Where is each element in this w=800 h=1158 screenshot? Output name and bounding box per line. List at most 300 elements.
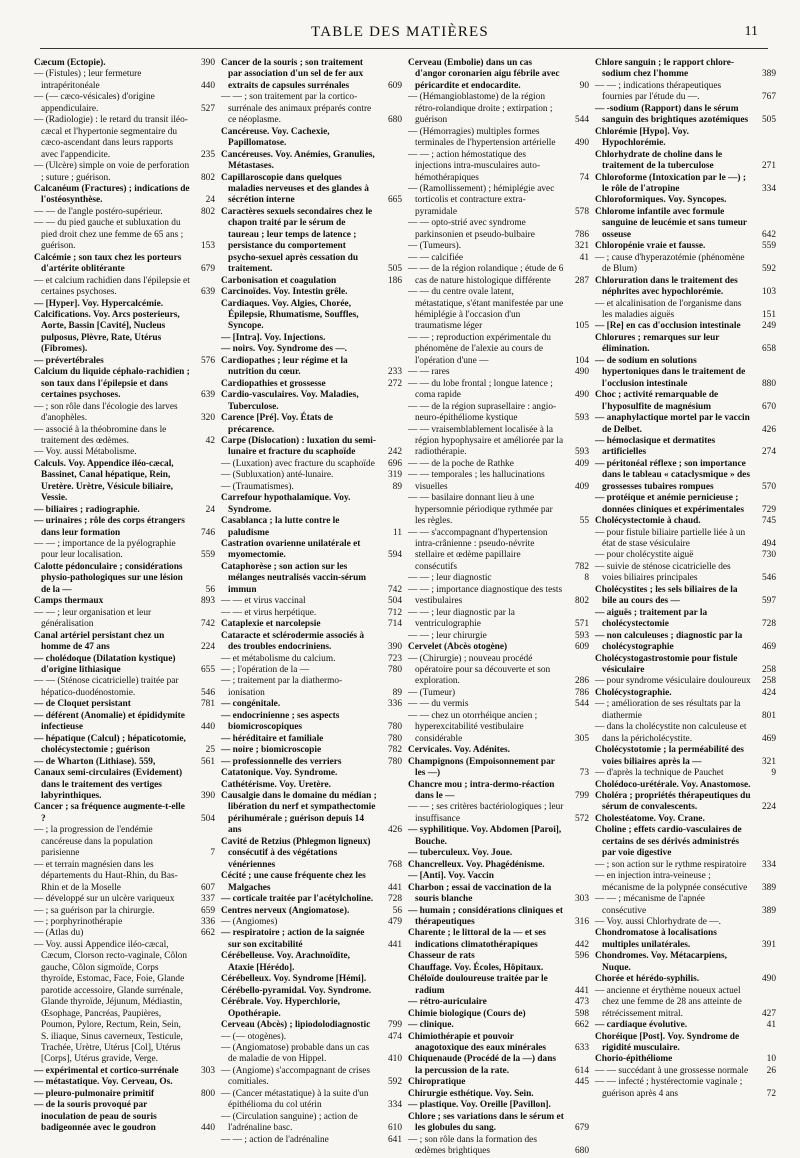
entry-text: — (Angiomes) [221, 916, 278, 927]
entry-text: — — ; leur diagnostic par la ventriculographie [408, 607, 515, 630]
entry-page-ref: 287 [574, 275, 589, 286]
entry-text: Chorio-épithéliome [595, 1054, 673, 1065]
index-entry [595, 688, 776, 699]
index-entry [408, 654, 589, 688]
entry-page-ref: 258 [761, 665, 776, 676]
index-entry [408, 802, 589, 825]
index-entry [408, 1032, 589, 1055]
entry-page-ref: 336 [200, 916, 215, 927]
index-entry [595, 459, 776, 493]
entry-page-ref: 440 [200, 1123, 215, 1134]
index-entry [408, 608, 589, 631]
entry-text: — — rares [408, 367, 450, 378]
index-entry [595, 894, 776, 917]
entry-text: — pleuro-pulmonaire primitif [34, 1088, 155, 1099]
index-column-4 [595, 58, 776, 1099]
index-entry [408, 1054, 589, 1077]
index-entry [408, 848, 589, 859]
entry-text: — pour syndrome vésiculaire douloureux [595, 676, 751, 687]
entry-text: — ; son action sur le rythme respiratoire [595, 859, 747, 870]
entry-text: Charbon ; essai de vaccination de la souris blanche [408, 882, 552, 905]
entry-page-ref: 544 [574, 115, 589, 126]
entry-page-ref: 274 [761, 447, 776, 458]
index-entry [408, 150, 589, 184]
entry-text: Chlorémie [Hypo]. Voy. Hypochlorémie. [595, 126, 689, 149]
entry-page-ref: 490 [761, 974, 776, 985]
entry-page-ref: 103 [761, 287, 776, 298]
index-entry [34, 734, 215, 757]
index-entry [408, 928, 589, 951]
entry-page-ref: 598 [574, 1008, 589, 1019]
index-entry [221, 58, 402, 92]
index-entry [221, 837, 402, 871]
entry-page-ref: 389 [761, 882, 776, 893]
index-entry [408, 1135, 589, 1158]
index-entry [221, 780, 402, 791]
page-number: 11 [744, 24, 758, 39]
entry-page-ref: 42 [205, 435, 215, 446]
entry-text: — — basilaire donnant lieu à une hypersomnie périodique rythmée par les règles. [408, 493, 553, 527]
index-entry [408, 253, 589, 264]
index-entry [34, 69, 215, 92]
entry-text: Choline ; effets cardio-vasculaires de certains de ses dérivés administrés par voie digestive [595, 825, 742, 859]
index-entry [408, 58, 589, 92]
entry-text: — — du centre ovale latent, métastatique, s'étant manifestée par une hémiplégie à l'occasion d'un traumatisme léger [408, 287, 564, 332]
index-entry [34, 1066, 215, 1077]
entry-page-ref: 90 [579, 80, 589, 91]
index-entry [34, 711, 215, 734]
index-entry [221, 356, 402, 379]
entry-text: — (Tumeurs). [408, 241, 462, 252]
entry-text: — — ; indications thérapeutiques fournies par l'étude du —. [595, 80, 722, 103]
entry-text: Catatonique. Voy. Syndrome. [221, 768, 338, 779]
index-entry [34, 161, 215, 184]
entry-page-ref: 73 [579, 768, 589, 779]
entry-text: — biliaires ; radiographie. [34, 504, 140, 515]
entry-page-ref: 680 [387, 115, 402, 126]
entry-page-ref: 74 [579, 172, 589, 183]
entry-page-ref: 153 [200, 241, 215, 252]
entry-page-ref: 7 [210, 848, 215, 859]
entry-text: Choréique [Post]. Voy. Syndrome de rigidité musculaire. [595, 1031, 740, 1053]
entry-page-ref: 893 [200, 596, 215, 607]
entry-text: — — succédant à une grossesse normale [595, 1065, 749, 1076]
entry-text: Charente ; le littoral de la — et ses indications climatothérapiques [408, 928, 546, 950]
entry-text: Centres nerveux (Angiomatose). [221, 905, 350, 916]
index-entry [34, 699, 215, 710]
index-entry [34, 906, 215, 917]
index-entry [408, 757, 589, 780]
entry-page-ref: 696 [387, 458, 402, 469]
index-entry [408, 459, 589, 470]
entry-text: — — calcifiée [408, 252, 463, 263]
entry-text: — et terrain magnésien dans les départements du Haut-Rhin, du Bas-Rhin et de la Moselle [34, 859, 178, 893]
index-entry [408, 264, 589, 287]
entry-page-ref: 505 [761, 115, 776, 126]
entry-page-ref: 286 [574, 676, 589, 687]
index-entry [595, 127, 776, 150]
entry-page-ref: 151 [761, 309, 776, 320]
index-entry [408, 871, 589, 882]
index-entry [221, 665, 402, 676]
index-entry [221, 276, 402, 287]
entry-text: — — ; son traitement par la cortico-surrénale des animaux préparés contre ce néoplasme. [221, 92, 372, 126]
index-entry [221, 493, 402, 516]
entry-page-ref: 504 [200, 813, 215, 824]
entry-page-ref: 233 [387, 367, 402, 378]
index-entry [595, 195, 776, 206]
index-entry [595, 321, 776, 332]
index-entry [408, 367, 589, 378]
page-header [0, 22, 800, 44]
entry-text: Carcinoïdes. Voy. Intestin grêle. [221, 287, 348, 298]
entry-text: — ; l'opération de la — [221, 665, 310, 676]
entry-page-ref: 490 [574, 367, 589, 378]
index-entry [221, 1112, 402, 1135]
index-entry [221, 986, 402, 997]
entry-text: — — ; importance diagnostique des tests vestibulaires [408, 584, 563, 607]
index-entry [221, 997, 402, 1020]
index-entry [221, 470, 402, 481]
index-entry [408, 1089, 589, 1100]
index-entry [595, 550, 776, 561]
entry-page-ref: 8 [584, 573, 589, 584]
entry-page-ref: 593 [574, 447, 589, 458]
entry-text: — et alcalinisation de l'organisme dans les maladies aiguës [595, 298, 742, 320]
entry-text: Calcémie ; son taux chez les porteurs d'artérite oblitérante [34, 252, 182, 275]
entry-page-ref: 559 [200, 550, 215, 561]
index-entry [34, 425, 215, 448]
entry-text: Cancer ; sa fréquence augmente-t-elle ? [34, 802, 185, 824]
index-entry [595, 974, 776, 985]
entry-page-ref: 321 [574, 241, 589, 252]
index-entry [408, 184, 589, 218]
index-entry [595, 516, 776, 527]
index-entry [595, 986, 776, 1020]
index-entry [221, 951, 402, 974]
entry-page-ref: 424 [761, 687, 776, 698]
index-entry [221, 871, 402, 894]
entry-page-ref: 786 [574, 687, 589, 698]
entry-page-ref: 390 [387, 642, 402, 653]
entry-text: — (Atlas du) [34, 928, 84, 939]
entry-text: — -sodium (Rapport) dans le sérum sanguin des brightiques azotémiques [595, 103, 749, 126]
index-entry [595, 58, 776, 81]
entry-text: Cathétérisme. Voy. Uretère. [221, 779, 331, 790]
entry-page-ref: 527 [200, 103, 215, 114]
entry-text: Cerveau (Embolie) dans un cas d'angor coronarien aigu fébrile avec péricardite et endocardite. [408, 58, 560, 91]
entry-text: — (Luxation) avec fracture du scaphoïde [221, 458, 375, 469]
entry-text: — ; traitement par la diathermo-ionisation [221, 676, 343, 698]
index-entry [408, 745, 589, 756]
entry-page-ref: 799 [574, 791, 589, 801]
entry-page-ref: 24 [205, 504, 215, 515]
entry-page-ref: 642 [761, 229, 776, 240]
entry-text: Calculs. Voy. Appendice iléo-cæcal, Bassinet, Canal hépatique, Rein, Uretère. Urètre, Vésicule biliaire, Vessie. [34, 458, 174, 504]
index-entry [408, 425, 589, 459]
index-entry [408, 860, 589, 871]
index-entry [221, 768, 402, 779]
index-entry [595, 676, 776, 687]
index-entry [595, 585, 776, 608]
entry-page-ref: 390 [200, 58, 215, 68]
index-entry [34, 757, 215, 768]
entry-page-ref: 572 [574, 813, 589, 824]
entry-page-ref: 26 [766, 1065, 776, 1076]
entry-text: Cholédoco-urétérale. Voy. Anastomose. [595, 779, 751, 790]
entry-text: Chloroformiques. Voy. Syncopes. [595, 195, 727, 206]
entry-text: — Voy. aussi Appendice iléo-cæcal, Cæcum, Clorson recto-vaginale, Côlon gauche, Côlon sigmoïde, Corps thyroïde, Estomac, Face, Foie, Glande parotide accessoire, Glande surrénale, Glande thyroïde, Jéjunum, Médiastin, Œsophage, Pancréas, Paupières, Poumon, Pylore, Rectum, Rein, Sein, S. iliaque, Sinus caverneux, Testicule, Trachée, Urètre, Utérus [Col], Utérus [Corps], Utérus gravide, Verge. [34, 939, 188, 1065]
entry-text: Cancéreuse. Voy. Cachexie, Papillomatose. [221, 126, 330, 149]
entry-page-ref: 780 [387, 665, 402, 676]
entry-text: Cataplexie et narcolepsie [221, 619, 321, 630]
index-entry [221, 459, 402, 470]
entry-page-ref: 72 [766, 1088, 776, 1099]
entry-page-ref: 11 [393, 527, 402, 538]
entry-page-ref: 670 [761, 401, 776, 412]
entry-text: Camps thermaux [34, 596, 104, 607]
entry-text: — ; son rôle dans la formation des œdèmes brightiques [408, 1134, 537, 1157]
entry-page-ref: 9 [771, 768, 776, 779]
index-entry [408, 287, 589, 333]
entry-text: Carpe (Dislocation) : luxation du semi-lunaire et fracture du scaphoïde [221, 435, 376, 458]
entry-text: — (Hémorragies) multiples formes terminales de l'hypertension artérielle [408, 126, 556, 149]
entry-text: — (— cæco-vésicales) d'origine appendiculaire. [34, 92, 155, 114]
index-entry [34, 1077, 215, 1088]
index-entry [595, 356, 776, 390]
index-entry [595, 860, 776, 871]
entry-page-ref: 316 [574, 916, 589, 927]
entry-text: — Voy. aussi Métabolisme. [34, 447, 137, 458]
index-entry [408, 883, 589, 906]
entry-page-ref: 767 [761, 92, 776, 103]
entry-text: — Voy. aussi Chlorhydrate de —. [595, 916, 721, 927]
entry-page-ref: 680 [574, 1146, 589, 1157]
entry-page-ref: 639 [200, 390, 215, 401]
entry-page-ref: 593 [574, 630, 589, 641]
entry-text: Cholécystogastrostomie pour fistule vésiculaire [595, 653, 738, 676]
entry-text: — et métabolisme du calcium. [221, 653, 336, 664]
entry-text: Cérébrale. Voy. Hyperchlorie, Opothérapie. [221, 997, 340, 1019]
entry-text: — (Traumatismes). [221, 481, 294, 492]
entry-text: — (Ramollissement) ; hémiplégie avec torticolis et contracture extra-pyramidale [408, 183, 555, 217]
entry-page-ref: 712 [387, 607, 402, 618]
index-entry [408, 906, 589, 929]
index-entry [408, 711, 589, 745]
entry-text: — ancienne et érythème noueux actuel chez une femme de 28 ans atteinte de rétrécissement mitral. [595, 985, 742, 1019]
entry-text: Chloruration dans le traitement des néphrites avec hypochlorémie. [595, 275, 738, 298]
entry-page-ref: 272 [387, 378, 402, 389]
entry-page-ref: 258 [761, 676, 776, 687]
entry-text: Chéloïde douloureuse traitée par le radium [408, 974, 548, 996]
index-entry [595, 253, 776, 276]
entry-page-ref: 441 [387, 939, 402, 950]
entry-text: Chloroforme (Intoxication par le —) ; le rôle de l'atropine [595, 172, 746, 194]
index-entry [408, 963, 589, 974]
index-entry [221, 173, 402, 207]
index-entry [221, 917, 402, 928]
index-entry [595, 791, 776, 814]
entry-page-ref: 494 [761, 539, 776, 550]
index-entry [34, 539, 215, 562]
index-entry [595, 104, 776, 127]
entry-page-ref: 337 [200, 894, 215, 905]
entry-text: Cérébelleux. Voy. Syndrome [Hémi]. [221, 974, 367, 985]
index-entry [221, 745, 402, 756]
entry-page-ref: 334 [761, 183, 776, 194]
index-entry [408, 585, 589, 608]
entry-text: — — ; action hémostatique des injections intra-musculaires auto-hémothérapiques [408, 149, 541, 183]
index-entry [221, 207, 402, 276]
entry-text: Calcanéum (Fractures) ; indications de l'ostéosynthèse. [34, 183, 190, 206]
entry-text: — hémoclasique et dermatites artificielles [595, 435, 716, 458]
entry-page-ref: 780 [387, 733, 402, 744]
entry-text: — tuberculeux. Voy. Joue. [408, 848, 513, 859]
entry-page-ref: 658 [761, 344, 776, 355]
entry-page-ref: 633 [574, 1042, 589, 1053]
index-entry [595, 333, 776, 356]
index-entry [595, 951, 776, 974]
entry-text: — (Ulcère) simple on voie de perforation ; suture ; guérison. [34, 161, 190, 183]
index-entry [34, 505, 215, 516]
index-entry [34, 310, 215, 356]
index-entry [221, 928, 402, 951]
entry-text: Carrefour hypothalamique. Voy. Syndrome. [221, 493, 351, 515]
index-entry [408, 1100, 589, 1111]
index-entry [595, 1054, 776, 1065]
entry-page-ref: 336 [387, 699, 402, 710]
header-rule [40, 48, 768, 49]
entry-text: — urinaires ; rôle des corps étrangers dans leur formation [34, 516, 185, 538]
index-entry [34, 940, 215, 1066]
index-entry [34, 562, 215, 596]
entry-text: Cardiopathies et grossesse [221, 378, 326, 389]
index-entry [221, 413, 402, 436]
entry-text: — héréditaire et familiale [221, 733, 324, 744]
index-entry [408, 92, 589, 126]
entry-page-ref: 104 [574, 355, 589, 366]
entry-text: Cervelet (Abcès otogène) [408, 642, 508, 653]
entry-page-ref: 440 [200, 80, 215, 91]
entry-page-ref: 504 [387, 596, 402, 607]
index-entry [34, 894, 215, 905]
entry-text: — de Cloquet persistant [34, 699, 131, 710]
entry-text: — métastatique. Voy. Cerveau, Os. [34, 1077, 173, 1088]
entry-page-ref: 730 [761, 550, 776, 561]
entry-text: Chorée et hérédo-syphilis. [595, 974, 700, 985]
index-entry [34, 631, 215, 654]
index-entry [34, 596, 215, 607]
entry-text: Chauffage. Voy. Écoles, Hôpitaux. [408, 962, 544, 973]
entry-page-ref: 41 [766, 1020, 776, 1031]
entry-text: — (Hémangioblastome) de la région rétro-rolandique droite ; extirpation ; guérison [408, 92, 553, 126]
index-entry [595, 150, 776, 173]
index-entry [595, 1077, 776, 1100]
entry-page-ref: 592 [761, 264, 776, 275]
entry-text: Cæcum (Ectopie). [34, 58, 106, 68]
index-entry [595, 699, 776, 722]
entry-text: — [Re] en cas d'occlusion intestinale [595, 321, 741, 332]
entry-page-ref: 334 [761, 859, 776, 870]
entry-page-ref: 728 [761, 619, 776, 630]
index-entry [34, 768, 215, 802]
entry-text: Chancrelleux. Voy. Phagédénisme. [408, 859, 545, 870]
index-entry [34, 253, 215, 276]
entry-page-ref: 440 [200, 722, 215, 733]
entry-page-ref: 880 [761, 378, 776, 389]
entry-page-ref: 662 [574, 1020, 589, 1031]
entry-text: — (— otogènes). [221, 1031, 287, 1042]
index-entry [595, 528, 776, 551]
entry-page-ref: 426 [761, 424, 776, 435]
index-entry [34, 676, 215, 699]
entry-page-ref: 473 [574, 997, 589, 1008]
index-entry [595, 814, 776, 825]
entry-text: — d'après la technique de Pauchet [595, 768, 724, 779]
entry-text: — — du lobe frontal ; longue latence ; coma rapide [408, 378, 553, 401]
entry-page-ref: 570 [761, 481, 776, 492]
entry-text: — (Circulation sanguine) ; action de l'adrénaline basc. [221, 1111, 358, 1134]
entry-text: — (Cancer métastatique) à la suite d'un épithélioma du col utérin [221, 1088, 369, 1111]
index-entry [221, 734, 402, 745]
index-entry [408, 631, 589, 642]
index-entry [408, 1112, 589, 1135]
index-entry [408, 997, 589, 1008]
entry-text: — syphilitique. Voy. Abdomen [Paroi], Bouche. [408, 825, 562, 847]
entry-page-ref: 305 [574, 733, 589, 744]
entry-text: — et calcium rachidien dans l'épilepsie et certaines psychoses. [34, 275, 190, 298]
index-entry [34, 608, 215, 631]
entry-text: Canaux semi-circulaires (Evidement) dans le traitement des vertiges labyrinthiques. [34, 768, 183, 801]
index-entry [221, 1032, 402, 1043]
entry-text: Cardiopathes ; leur régime et la nutrition du cœur. [221, 355, 348, 378]
index-entry [221, 1043, 402, 1066]
index-entry [34, 917, 215, 928]
index-columns [34, 58, 776, 1157]
entry-page-ref: 89 [392, 481, 402, 492]
index-entry [595, 722, 776, 745]
index-entry [34, 58, 215, 69]
entry-page-ref: 224 [200, 642, 215, 653]
entry-text: — pour cholécystite aiguë [595, 550, 694, 561]
index-entry [221, 150, 402, 173]
index-entry [408, 825, 589, 848]
entry-page-ref: 742 [200, 619, 215, 630]
index-entry [595, 207, 776, 241]
entry-text: — — du vermis [408, 699, 469, 710]
index-entry [34, 184, 215, 207]
entry-text: — — du pied gauche et subluxation du pied droit chez une femme de 65 ans ; guérison. [34, 218, 184, 252]
entry-text: — — temporales ; les hallucinations visuelles [408, 470, 545, 492]
entry-text: — péritonéal réflexe ; son importance dans le tableau « cataclysmique » des grossesses tubaires rompues [595, 458, 750, 492]
entry-text: — de sodium en solutions hypertoniques dans le traitement de l'occlusion intestinale [595, 355, 746, 389]
entry-page-ref: 662 [200, 928, 215, 939]
index-entry [34, 207, 215, 218]
index-entry [221, 390, 402, 413]
entry-page-ref: 780 [387, 722, 402, 733]
index-entry [221, 333, 402, 344]
index-entry [595, 825, 776, 859]
entry-text: — (Chirurgie) ; nouveau procédé opératoire pour sa découverte et son exploration. [408, 653, 551, 687]
index-entry [408, 528, 589, 574]
entry-page-ref: 802 [200, 206, 215, 217]
entry-text: — professionnelle des verriers [221, 756, 342, 767]
entry-text: Chancre mou ; intra-dermo-réaction dans le — [408, 779, 555, 801]
entry-page-ref: 389 [761, 69, 776, 80]
entry-text: Calcium du liquide céphalo-rachidien ; son taux dans l'épilepsie et dans certaines psychoses. [34, 367, 190, 401]
entry-page-ref: 105 [574, 321, 589, 332]
entry-text: Choc ; activité remarquable de l'hyposulfite de magnésium [595, 390, 719, 412]
